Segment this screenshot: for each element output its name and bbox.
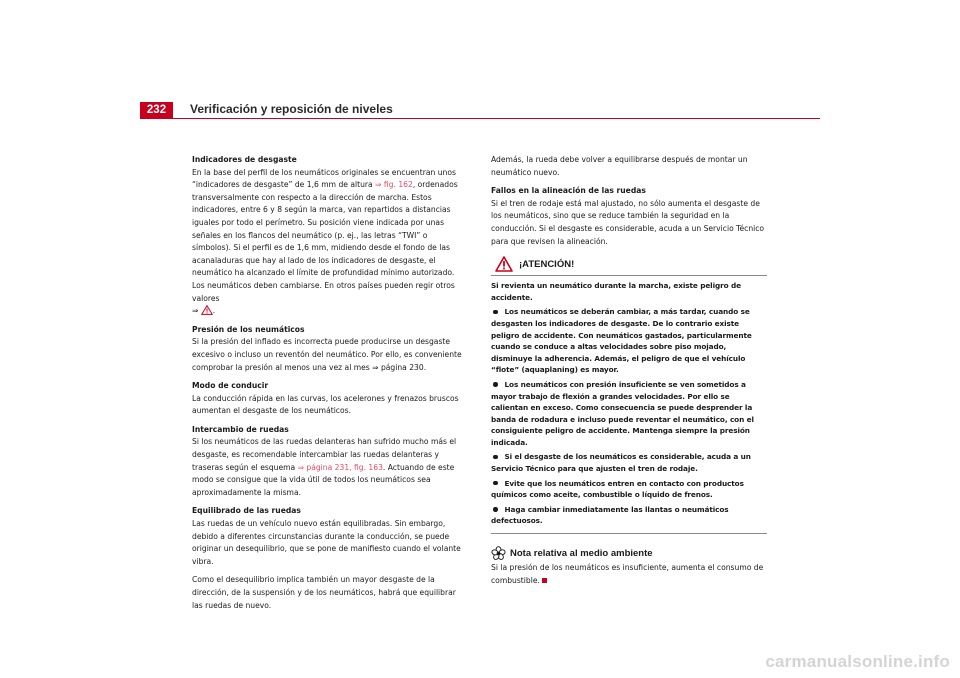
paragraph-tire-pressure: Si la presión del inflado es incorrecta puede producirse un desgaste excesivo o incluso un reventón del neumático. Por ello, es conveniente comprobar la presión al menos una vez al mes ⇒ página 230. <box>192 337 462 372</box>
environment-note <box>491 546 767 587</box>
section-heading-wheel-balancing: Equilibrado de las ruedas <box>192 506 301 516</box>
environment-note-title: Nota relativa al medio ambiente <box>510 548 653 560</box>
bullet-icon <box>493 507 498 512</box>
section-heading-wear-indicators: Indicadores de desgaste <box>192 155 297 164</box>
page-title: Verificación y reposición de niveles <box>190 102 393 116</box>
paragraph-wheel-balancing-1: Las ruedas de un vehículo nuevo están equilibradas. Sin embargo, debido a diferentes circunstancias durante la conducción, se puede originar un desequilibrio, que se pone de manifiesto cuando el volante vibra. <box>192 519 461 566</box>
text: Si la presión de los neumáticos es insuficiente, aumenta el consumo de combustible. <box>491 563 764 585</box>
warning-box <box>491 256 767 534</box>
text: En la base del perfil de los neumáticos originales se encuentran unos “indicadores de desgaste” de 1,6 mm de altura <box>192 167 456 190</box>
flower-icon <box>491 546 506 561</box>
text: . <box>212 306 216 316</box>
warning-item <box>491 478 767 501</box>
warning-item-text: Si el desgaste de los neumáticos es considerable, acuda a un Servicio Técnico para que ajusten el tren de rodaje. <box>491 452 751 474</box>
page-link[interactable]: ⇒ página 231, fig. 163 <box>297 462 383 472</box>
section-heading-driving-style: Modo de conducir <box>192 381 269 391</box>
warning-item <box>491 504 767 527</box>
text: , ordenados transversalmente con respecto a la dirección de marcha. Estos indicadores, entre 6 y 8 según la marca, van repartidos a distancias iguales por todo el perímetro. Su posición viene indicada por unas señales en los flancos del neumático (p. ej., las letras “TWI” o símbolos). Si el perfil es de 1,6 mm, midiendo desde el fondo de las acanaladuras que hay al lado de los indicadores de desgaste, el neumático ha alcanzado el límite de profundidad mínimo autorizado. Los neumáticos deben cambiarse. En otros países pueden regir otros valores <box>192 180 458 303</box>
warning-item-text: Haga cambiar inmediatamente las llantas o neumáticos defectuosos. <box>491 504 729 526</box>
warning-item <box>491 451 767 474</box>
warning-item-text: Los neumáticos se deberán cambiar, a más tardar, cuando se desgasten los indicadores de desgaste. De lo contrario existe peligro de accidente. Con neumáticos gastados, particularmente cuando se conduce a altas velocidades sobre piso mojado, disminuye la adherencia. Además, el peligro de que el vehículo “flote” (aquaplaning) es mayor. <box>491 307 752 375</box>
warning-triangle-icon <box>495 256 513 272</box>
left-column <box>192 154 466 612</box>
paragraph-rebalance: Además, la rueda debe volver a equilibrarse después de montar un neumático nuevo. <box>491 155 748 177</box>
warning-header <box>491 256 767 276</box>
page-number: 232 <box>140 102 173 119</box>
paragraph-wear-indicators <box>192 167 466 318</box>
bullet-icon <box>493 382 498 387</box>
header-rule <box>140 118 820 119</box>
section-heading-wheel-rotation: Intercambio de ruedas <box>192 424 289 434</box>
warning-intro: Si revienta un neumático durante la marcha, existe peligro de accidente. <box>491 281 741 302</box>
bullet-icon <box>493 310 498 315</box>
paragraph-wheel-alignment: Si el tren de rodaje está mal ajustado, no sólo aumenta el desgaste de los neumáticos, sino que se reduce también la seguridad en la conducción. Si el desgaste es considerable, acuda a un Servicio Técnico para que revisen la alineación. <box>491 198 765 246</box>
page-header <box>140 99 820 119</box>
text: . Actuando de este modo se consigue que la vida útil de todos los neumáticos sea aproximadamente la misma. <box>192 462 455 497</box>
right-column <box>491 154 767 587</box>
bullet-icon <box>493 455 498 460</box>
warning-item <box>491 379 767 449</box>
environment-note-header <box>491 546 767 562</box>
warning-item <box>491 306 767 376</box>
paragraph-wheel-balancing-2: Como el desequilibrio implica también un mayor desgaste de la dirección, de la suspensión y de los neumáticos, habrá que equilibrar las ruedas de nuevo. <box>192 575 456 610</box>
section-heading-wheel-alignment: Fallos en la alineación de las ruedas <box>491 186 646 196</box>
figure-link[interactable]: ⇒ fig. 162 <box>375 180 413 190</box>
warning-title: ¡ATENCIÓN! <box>519 259 575 271</box>
watermark: carmanualsonline.info <box>765 652 950 671</box>
warning-item-text: Los neumáticos con presión insuficiente se ven sometidos a mayor trabajo de flexión a grandes velocidades. Por ello se calientan en exceso. Como consecuencia se puede desprender la banda de rodadura e incluso puede reventar el neumático, con el consiguiente peligro de accidente. Mantenga siempre la presión indicada. <box>491 379 754 447</box>
section-heading-tire-pressure: Presión de los neumáticos <box>192 324 305 334</box>
warning-body <box>491 276 767 527</box>
text: Si los neumáticos de las ruedas delanteras han sufrido mucho más el desgaste, es recomendable intercambiar las ruedas delanteras y traseras según el esquema <box>192 437 457 472</box>
warning-item-text: Evite que los neumáticos entren en contacto con productos químicos como aceite, combustible o líquido de frenos. <box>491 478 744 500</box>
paragraph-wheel-rotation <box>192 436 466 499</box>
arrow: ⇒ <box>192 306 199 316</box>
bullet-icon <box>493 481 498 486</box>
warning-triangle-icon[interactable] <box>201 305 216 316</box>
end-of-section-mark <box>542 578 547 583</box>
environment-note-text <box>491 562 767 587</box>
paragraph-driving-style: La conducción rápida en las curvas, los acelerones y frenazos bruscos aumentan el desgaste de los neumáticos. <box>192 393 459 416</box>
